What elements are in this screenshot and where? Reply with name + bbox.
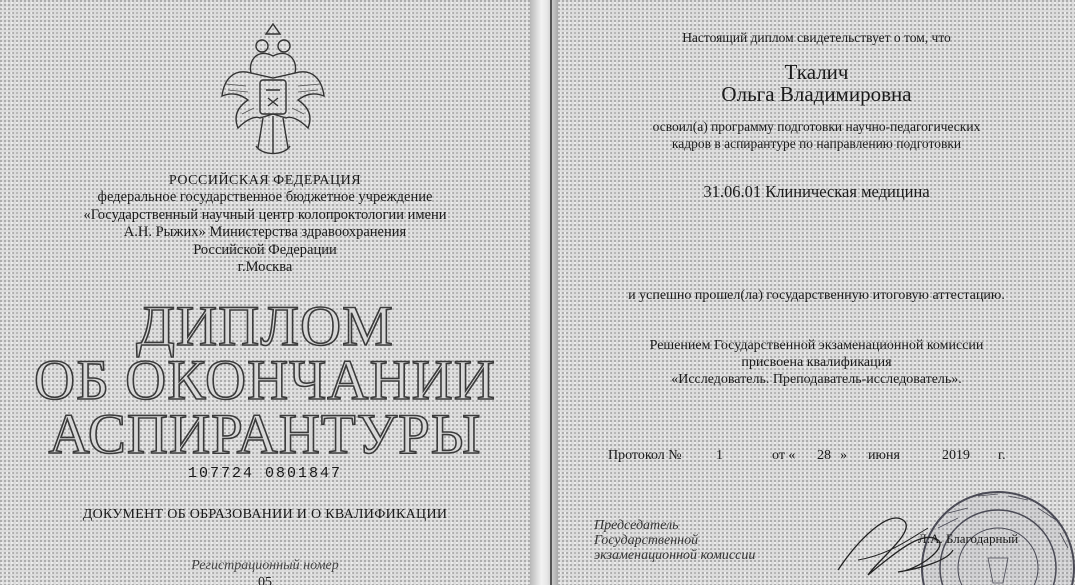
- commission-chair-label: [594, 518, 755, 563]
- graduate-surname: Ткалич: [784, 60, 849, 84]
- country-name: РОССИЙСКАЯ ФЕДЕРАЦИЯ: [168, 173, 362, 188]
- signatory-name: Л.А. Благодарный: [918, 531, 1019, 546]
- registration-label: Регистрационный номер: [191, 558, 339, 573]
- chair-line: Государственной: [594, 533, 699, 548]
- protocol-day: 28: [817, 448, 831, 463]
- diploma-title: [0, 295, 530, 466]
- protocol-month: июня: [868, 448, 900, 463]
- institution-name: [0, 189, 530, 277]
- program-text: [558, 118, 1075, 152]
- institution-line: федеральное государственное бюджетное учреждение: [97, 189, 433, 205]
- certification-text: и успешно прошел(ла) государственную итоговую аттестацию.: [628, 288, 1005, 303]
- specialty-name: 31.06.01 Клиническая медицина: [703, 182, 930, 201]
- protocol-from-label: от «: [772, 448, 796, 463]
- registration-number: 05: [258, 575, 272, 585]
- document-type: ДОКУМЕНТ ОБ ОБРАЗОВАНИИ И О КВАЛИФИКАЦИИ: [82, 507, 448, 522]
- protocol-label: Протокол №: [608, 448, 682, 463]
- protocol-number: 1: [716, 448, 723, 463]
- title-line: АСПИРАНТУРЫ: [48, 403, 482, 466]
- protocol-year-suffix: г.: [998, 448, 1006, 463]
- protocol-year: 2019: [942, 448, 970, 463]
- intro-text: Настоящий диплом свидетельствует о том, что: [682, 30, 951, 45]
- chair-line: Председатель: [594, 518, 679, 533]
- book-spine: [530, 0, 558, 585]
- serial-number: 107724 0801847: [187, 465, 343, 482]
- graduate-given-names: Ольга Владимировна: [721, 82, 912, 106]
- chair-line: экзаменационной комиссии: [594, 548, 756, 563]
- diploma-right-page: [558, 0, 1075, 585]
- protocol-close-quote: »: [840, 448, 847, 463]
- decision-line: присвоена квалификация: [741, 355, 892, 370]
- institution-line: А.Н. Рыжих» Министерства здравоохранения: [123, 224, 407, 240]
- decision-line: Решением Государственной экзаменационной комиссии: [649, 338, 984, 353]
- qualification-decision: [558, 337, 1075, 388]
- title-line: ДИПЛОМ: [136, 295, 394, 358]
- institution-line: «Государственный научный центр колопроктологии имени: [83, 206, 447, 223]
- program-line: освоил(а) программу подготовки научно-педагогических: [652, 119, 981, 134]
- coat-of-arms-emblem: [218, 18, 328, 168]
- program-line: кадров в аспирантуре по направлению подготовки: [671, 136, 962, 151]
- title-line: ОБ ОКОНЧАНИИ: [34, 349, 496, 412]
- qualification-title: «Исследователь. Преподаватель-исследователь».: [671, 372, 962, 387]
- institution-line: Российской Федерации: [193, 241, 337, 258]
- institution-city: г.Москва: [237, 259, 293, 275]
- diploma-left-page: [0, 0, 530, 585]
